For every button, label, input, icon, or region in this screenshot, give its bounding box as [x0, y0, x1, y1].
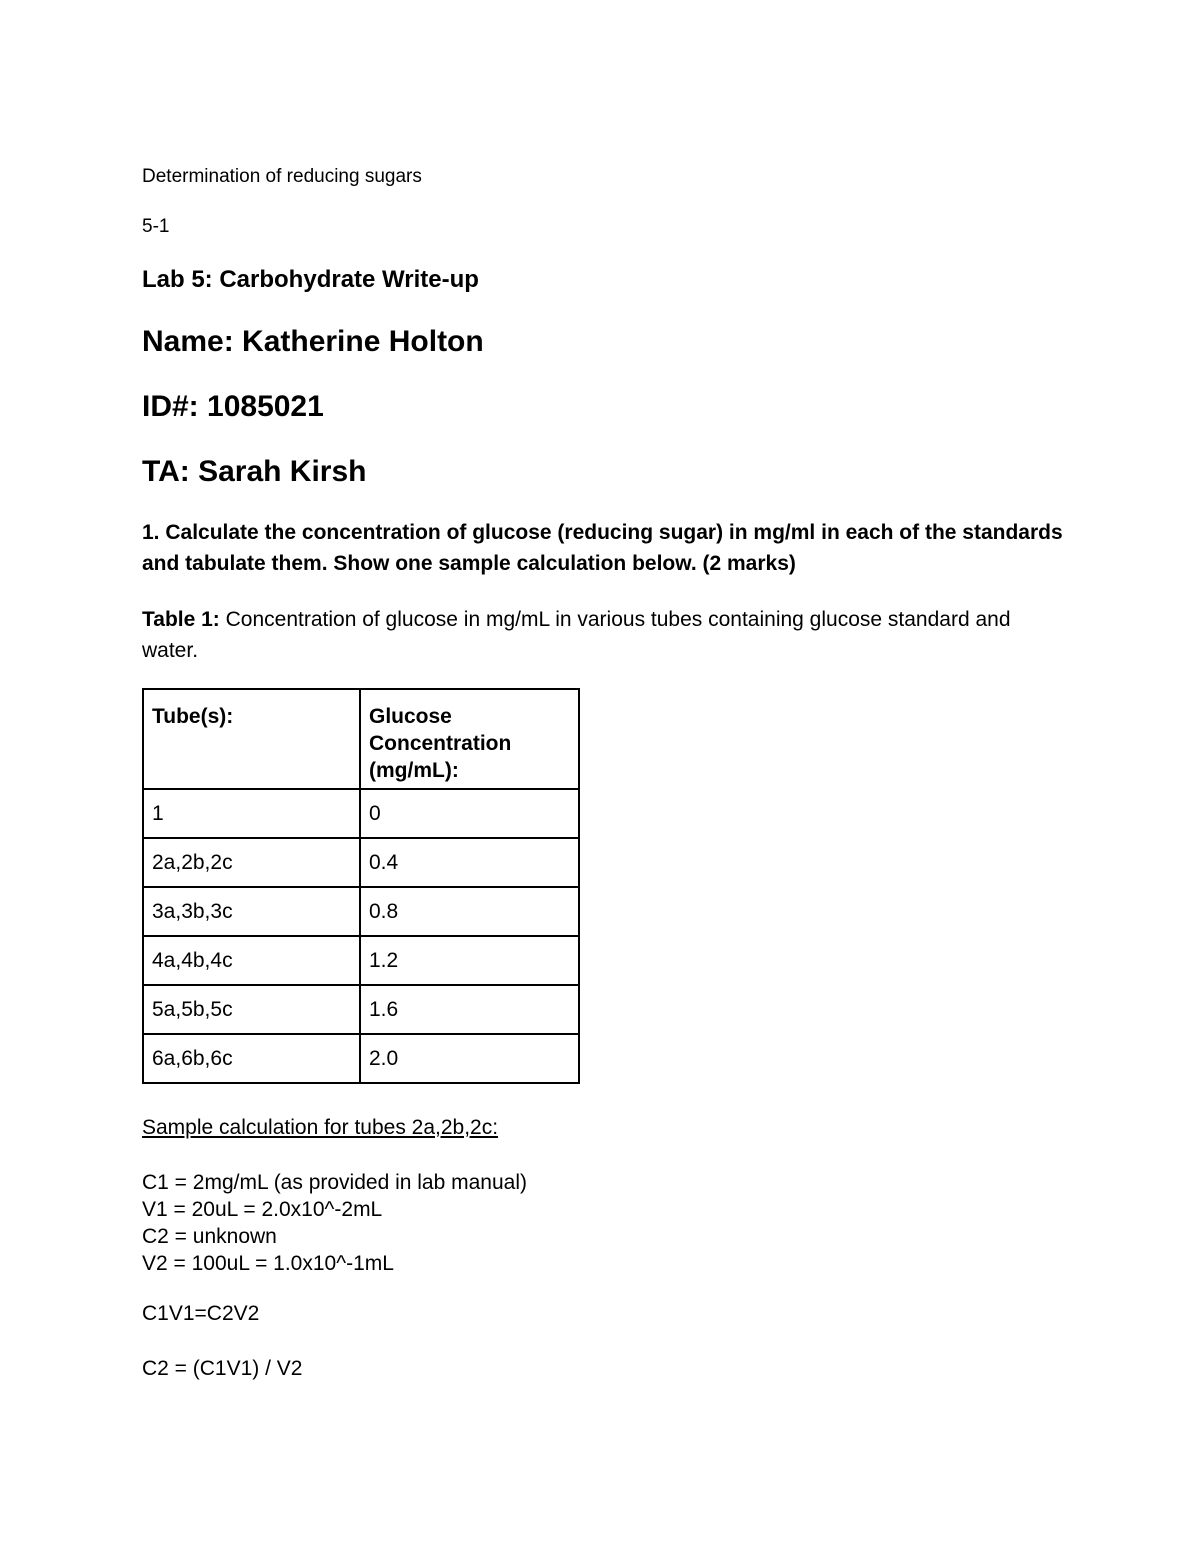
table-row — [143, 1034, 579, 1083]
formula-line: C1V1=C2V2 — [142, 1302, 260, 1325]
table-caption-text: Concentration of glucose in mg/mL in various tubes containing glucose standard and water. — [142, 608, 1011, 662]
tube-cell: 2a,2b,2c — [143, 838, 360, 887]
student-name: Name: Katherine Holton — [142, 325, 484, 358]
section-number: 5-1 — [142, 216, 170, 237]
concentration-cell: 1.6 — [360, 985, 579, 1034]
table-row — [143, 936, 579, 985]
tube-cell: 4a,4b,4c — [143, 936, 360, 985]
table-header-row — [143, 689, 579, 789]
calc-line: C1 = 2mg/mL (as provided in lab manual) — [142, 1171, 527, 1194]
lab-title: Lab 5: Carbohydrate Write-up — [142, 266, 479, 293]
tube-cell: 3a,3b,3c — [143, 887, 360, 936]
tube-cell: 6a,6b,6c — [143, 1034, 360, 1083]
table-caption — [142, 604, 1042, 666]
tube-cell: 5a,5b,5c — [143, 985, 360, 1034]
concentration-cell: 0.4 — [360, 838, 579, 887]
glucose-table — [142, 688, 580, 1084]
concentration-cell: 0 — [360, 789, 579, 838]
sample-calc-heading: Sample calculation for tubes 2a,2b,2c: — [142, 1116, 499, 1139]
rearranged-formula: C2 = (C1V1) / V2 — [142, 1357, 303, 1380]
topic-line: Determination of reducing sugars — [142, 166, 422, 187]
calc-line: V2 = 100uL = 1.0x10^-1mL — [142, 1252, 394, 1275]
calc-line: C2 = unknown — [142, 1225, 277, 1248]
table-row — [143, 838, 579, 887]
tube-cell: 1 — [143, 789, 360, 838]
question-1: 1. Calculate the concentration of glucose (reducing sugar) in mg/ml in each of the standards and tabulate them. Show one sample calculation below. (2 marks) — [142, 521, 1063, 575]
student-id: ID#: 1085021 — [142, 390, 324, 423]
ta-name: TA: Sarah Kirsh — [142, 455, 367, 488]
table-row — [143, 985, 579, 1034]
concentration-cell: 1.2 — [360, 936, 579, 985]
table-row — [143, 887, 579, 936]
table-caption-label: Table 1: — [142, 608, 220, 631]
concentration-cell: 0.8 — [360, 887, 579, 936]
header-concentration: Glucose Concentration (mg/mL): — [360, 689, 579, 789]
concentration-cell: 2.0 — [360, 1034, 579, 1083]
header-tubes: Tube(s): — [143, 689, 360, 789]
table-row — [143, 789, 579, 838]
calc-line: V1 = 20uL = 2.0x10^-2mL — [142, 1198, 383, 1221]
